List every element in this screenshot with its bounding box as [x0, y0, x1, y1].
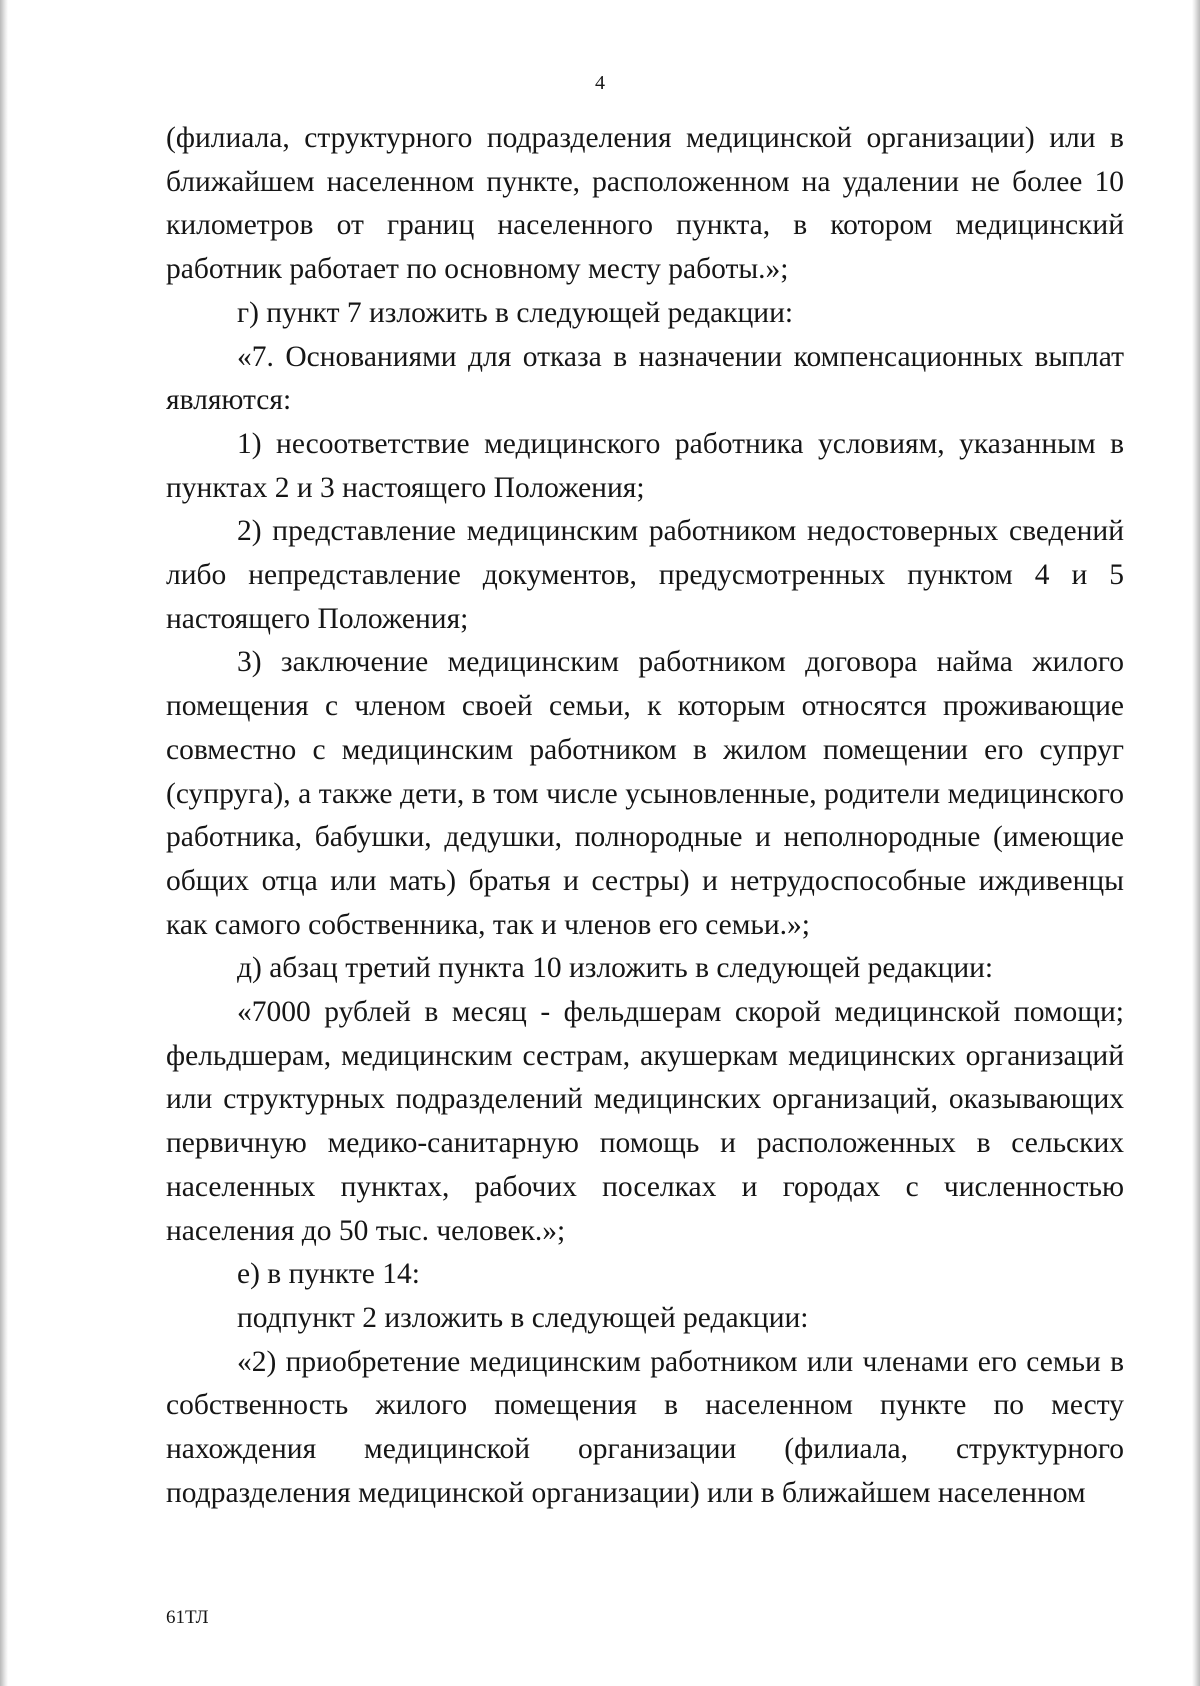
scan-edge-left: [0, 0, 8, 1686]
scan-edge-right: [1192, 0, 1200, 1686]
paragraph-item-e: е) в пункте 14:: [237, 1258, 420, 1291]
paragraph-item-d: д) абзац третий пункта 10 изложить в следующей редакции:: [237, 952, 994, 985]
paragraph-item-g: г) пункт 7 изложить в следующей редакции:: [237, 296, 794, 329]
paragraph-subpoint-2-heading: подпункт 2 изложить в следующей редакции:: [237, 1301, 809, 1334]
paragraph-subitem-1: 1) несоответствие медицинского работника условиям, указанным в пунктах 2 и 3 настоящего Положения;: [166, 427, 1124, 504]
paragraph-subitem-3: 3) заключение медицинским работником договора найма жилого помещения с членом своей семьи, к которым относятся проживающие совместно с медицинским работником в жилом помещении его супруг (супруга), а также дети, в том числе усыновленные, родители медицинского работника, бабушки, дедушки, полнородные и неполнородные (имеющие общих отца или мать) братья и сестры) и нетрудоспособные иждивенцы как самого собственника, так и членов его семьи.»;: [166, 646, 1124, 941]
paragraph-subpoint-2-text: «2) приобретение медицинским работником или членами его семьи в собственность жилого помещения в населенном пункте по месту нахождения медицинской организации (филиала, структурного подразделения медицинской организации) или в ближайшем населенном: [166, 1345, 1124, 1509]
paragraph-subitem-2: 2) представление медицинским работником недостоверных сведений либо непредставление документов, предусмотренных пунктом 4 и 5 настоящего Положения;: [166, 515, 1124, 635]
footer-code: 61ТЛ: [166, 1607, 209, 1628]
document-body: [166, 117, 1124, 1516]
page-number: 4: [595, 72, 605, 94]
paragraph-point-7: «7. Основаниями для отказа в назначении компенсационных выплат являются:: [166, 340, 1124, 417]
paragraph-7000-rubles: «7000 рублей в месяц - фельдшерам скорой медицинской помощи; фельдшерам, медицинским сестрам, акушеркам медицинских организаций или структурных подразделений медицинских организаций, оказывающих первичную медико-санитарную помощь и расположенных в сельских населенных пунктах, рабочих поселках и городах с численностью населения до 50 тыс. человек.»;: [166, 996, 1124, 1247]
paragraph-continuation: (филиала, структурного подразделения медицинской организации) или в ближайшем населенном пункте, расположенном на удалении не более 10 километров от границ населенного пункта, в котором медицинский работник работает по основному месту работы.»;: [166, 122, 1124, 286]
